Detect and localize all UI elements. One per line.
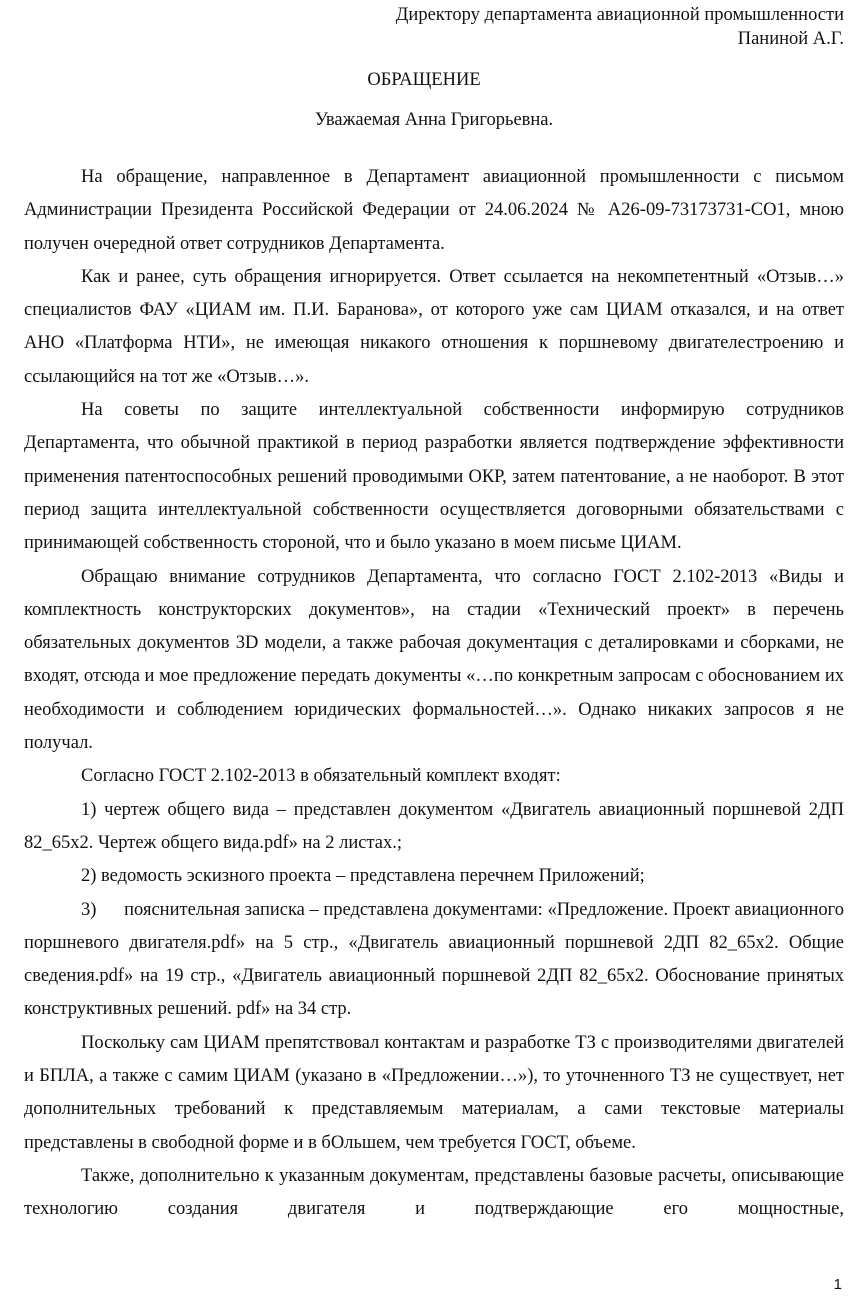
addressee-block bbox=[396, 3, 844, 51]
paragraph: Обращаю внимание сотрудников Департамента, что согласно ГОСТ 2.102-2013 «Виды и комплектность конструкторских документов», на стадии «Технический проект» в перечень обязательных документов 3D модели, а также рабочая документация с деталировками и сборками, не входят, отсюда и мое предложение передать документы «…по конкретным запросам с обоснованием их необходимости и соблюдением юридических формальностей…». Однако никаких запросов я не получал. bbox=[24, 566, 844, 754]
list-item: 2) ведомость эскизного проекта – представлена перечнем Приложений; bbox=[81, 866, 645, 887]
paragraph: На советы по защите интеллектуальной собственности информирую сотрудников Департамента, что обычной практикой в период разработки является подтверждение эффективности применения патентоспособных решений проводимыми ОКР, затем патентование, а не наоборот. В этот период защита интеллектуальной собственности осуществляется договорными обязательствами с принимающей собственность стороной, что и было указано в моем письме ЦИАМ. bbox=[24, 400, 844, 554]
page-number: 1 bbox=[833, 1276, 842, 1293]
salutation: Уважаемая Анна Григорьевна. bbox=[314, 110, 554, 130]
paragraph: На обращение, направленное в Департамент авиационной промышленности с письмом Администрации Президента Российской Федерации от 24.06.2024 № А26-09-73173731-СО1, мною получен очередной ответ сотрудников Департамента. bbox=[24, 167, 844, 254]
list-item: 1) чертеж общего вида – представлен документом «Двигатель авиационный поршневой 2ДП 82_65х2. Чертеж общего вида.pdf» на 2 листах.; bbox=[24, 799, 844, 853]
addressee-name: Паниной А.Г. bbox=[737, 29, 844, 49]
document-title: ОБРАЩЕНИЕ bbox=[367, 70, 481, 90]
document-body bbox=[24, 161, 849, 1227]
paragraph: Также, дополнительно к указанным документам, представлены базовые расчеты, описывающие технологию создания двигателя и подтверждающие его мощностные, bbox=[24, 1165, 844, 1220]
paragraph: Как и ранее, суть обращения игнорируется. Ответ ссылается на некомпетентный «Отзыв…» специалистов ФАУ «ЦИАМ им. П.И. Баранова», от которого уже сам ЦИАМ отказался, и на ответ АНО «Платформа НТИ», не имеющая никакого отношения к поршневому двигателестроению и ссылающийся на тот же «Отзыв…». bbox=[24, 266, 844, 387]
list-item: 3) пояснительная записка – представлена документами: «Предложение. Проект авиационного поршневого двигателя.pdf» на 5 стр., «Двигатель авиационный поршневой 2ДП 82_65х2. Общие сведения.pdf» на 19 стр., «Двигатель авиационный поршневой 2ДП 82_65х2. Обоснование принятых конструктивных решений. pdf» на 34 стр. bbox=[24, 899, 849, 1020]
paragraph: Поскольку сам ЦИАМ препятствовал контактам и разработке ТЗ с производителями двигателей и БПЛА, а также с самим ЦИАМ (указано в «Предложении…»), то уточненного ТЗ не существует, нет дополнительных требований к представляемым материалам, а сами текстовые материалы представлены в свободной форме и в бОльшем, чем требуется ГОСТ, объеме. bbox=[24, 1032, 844, 1153]
addressee-line: Директору департамента авиационной промышленности bbox=[395, 5, 844, 25]
paragraph: Согласно ГОСТ 2.102-2013 в обязательный комплект входят: bbox=[81, 766, 561, 787]
